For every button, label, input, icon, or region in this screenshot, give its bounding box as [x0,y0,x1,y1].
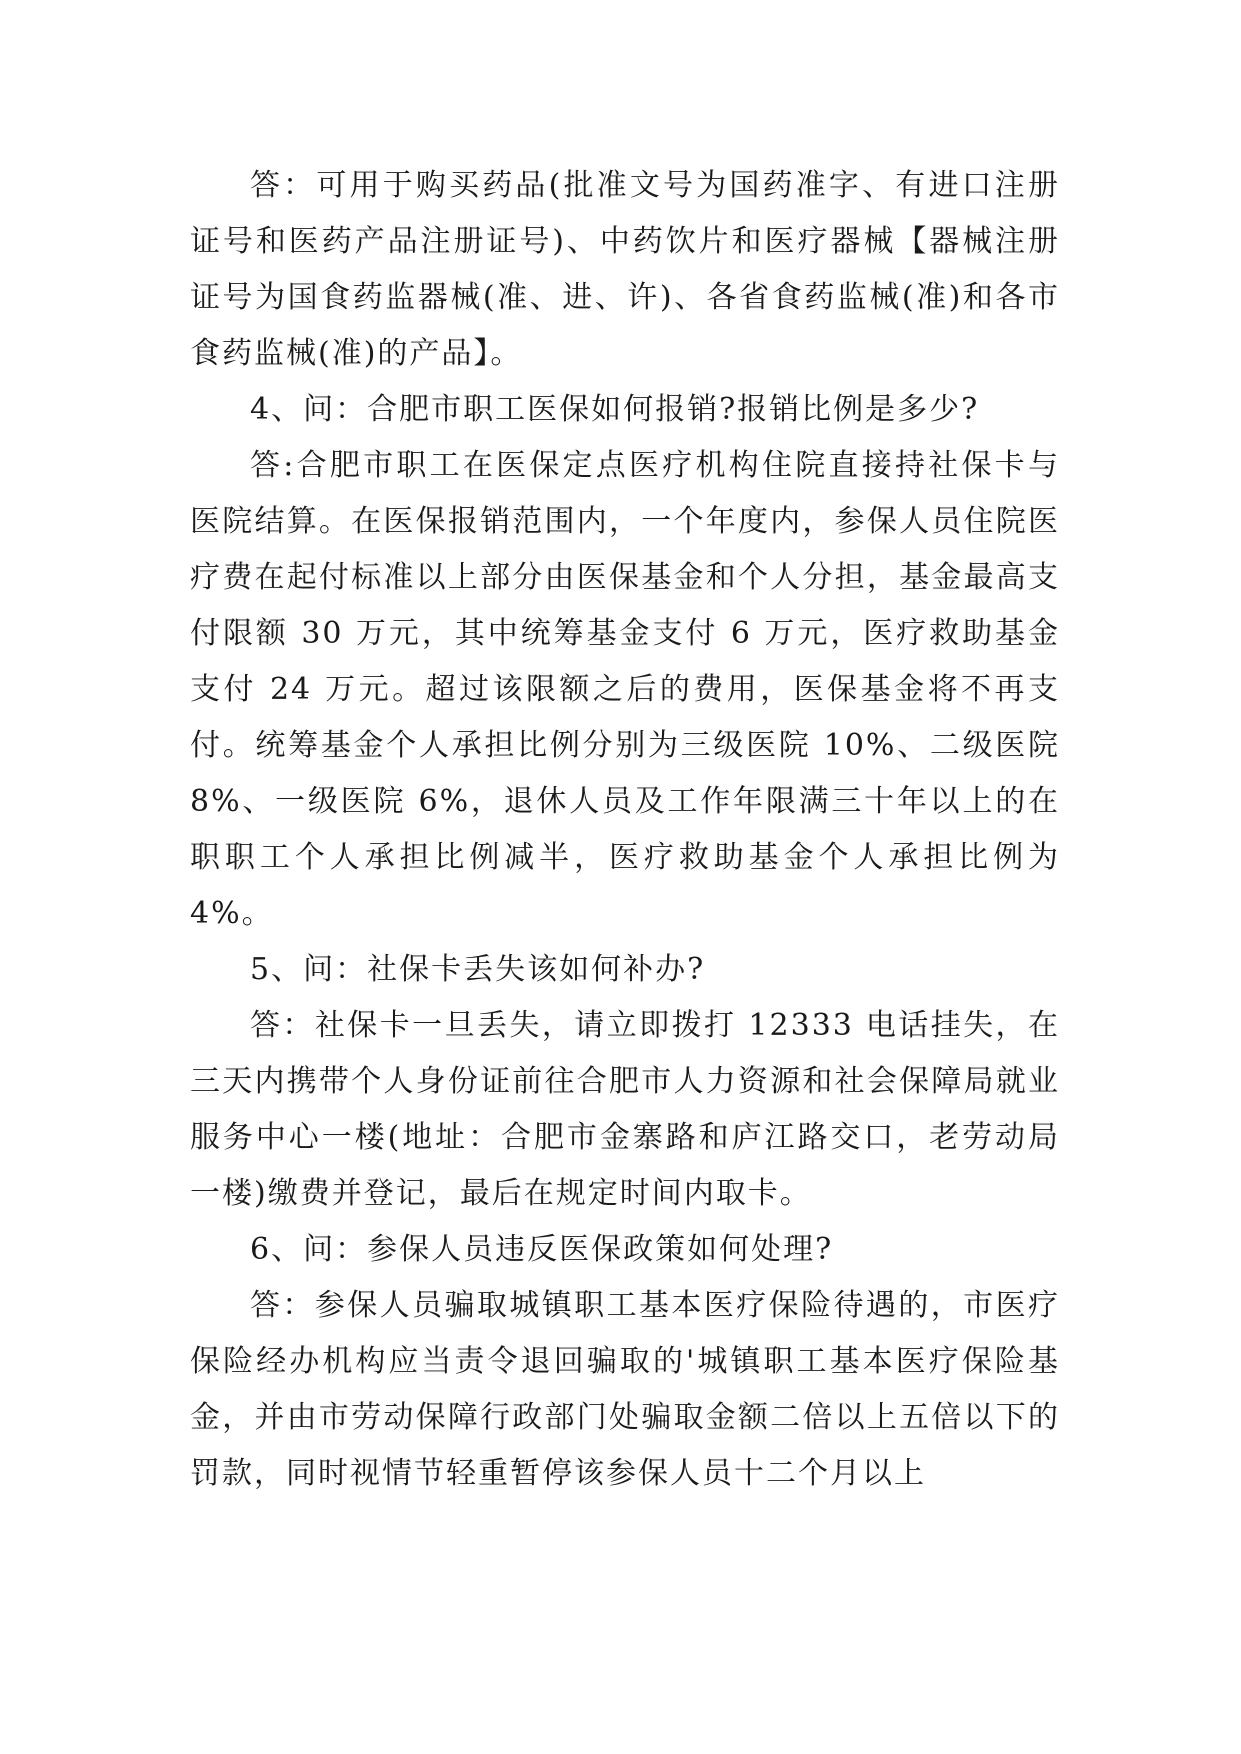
paragraph-question-5: 5、问：社保卡丢失该如何补办? [250,952,706,987]
document-body [190,158,1060,1502]
paragraph-answer-4: 答:合肥市职工在医保定点医疗机构住院直接持社保卡与医院结算。在医保报销范围内，一个年度内，参保人员住院医疗费在起付标准以上部分由医保基金和个人分担，基金最高支付限额 30 万元，其中统筹基金支付 6 万元，医疗救助基金支付 24 万元。超过该限额之后的费用，医保基金将不再支付。统筹基金个人承担比例分别为三级医院 10%、二级医院 8%、一级医院 6%，退休人员及工作年限满三十年以上的在职职工个人承担比例减半，医疗救助基金个人承担比例为 4%。 [190,448,1060,931]
paragraph-answer-6: 答：参保人员骗取城镇职工基本医疗保险待遇的，市医疗保险经办机构应当责令退回骗取的'城镇职工基本医疗保险基金，并由市劳动保障行政部门处骗取金额二倍以上五倍以下的罚款，同时视情节轻重暂停该参保人员十二个月以上 [190,1288,1060,1491]
paragraph-answer-5: 答：社保卡一旦丢失，请立即拨打 12333 电话挂失，在三天内携带个人身份证前往合肥市人力资源和社会保障局就业服务中心一楼(地址：合肥市金寨路和庐江路交口，老劳动局一楼)缴费并登记，最后在规定时间内取卡。 [190,1008,1060,1211]
paragraph-question-4: 4、问：合肥市职工医保如何报销?报销比例是多少? [250,392,980,427]
paragraph-answer-3: 答：可用于购买药品(批准文号为国药准字、有进口注册证号和医药产品注册证号)、中药饮片和医疗器械【器械注册证号为国食药监器械(准、进、许)、各省食药监械(准)和各市食药监械(准)的产品】。 [190,168,1060,371]
paragraph-question-6: 6、问：参保人员违反医保政策如何处理? [250,1232,834,1267]
